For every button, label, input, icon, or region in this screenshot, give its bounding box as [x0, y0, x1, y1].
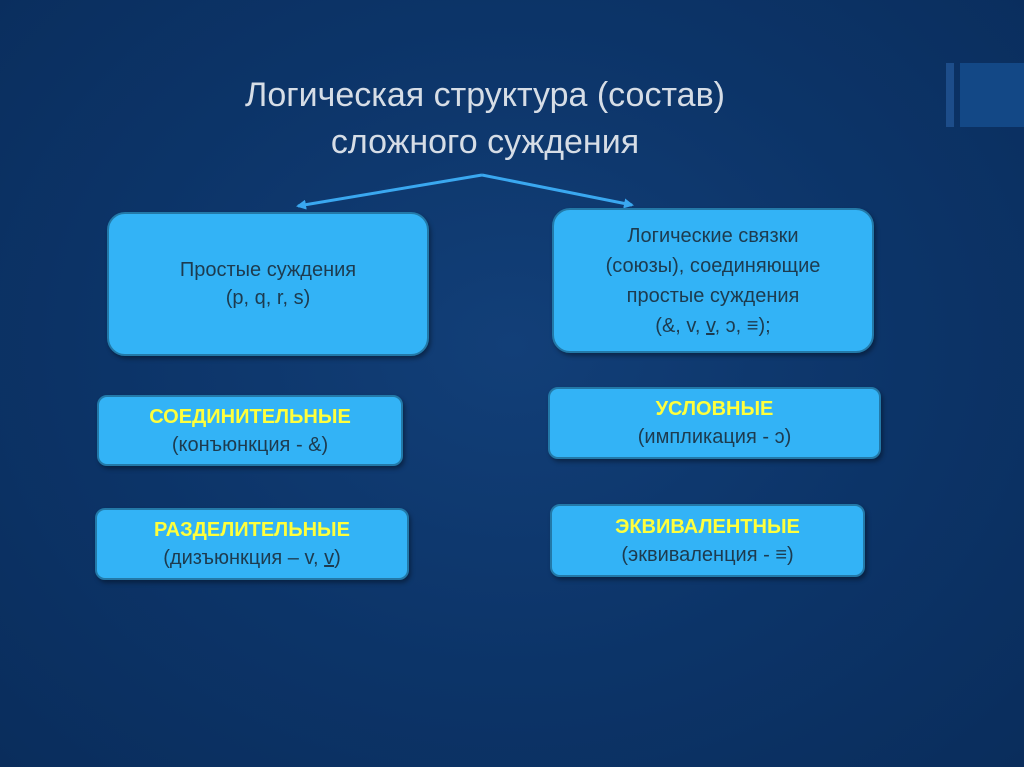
- logical-connectives-box: [552, 208, 874, 353]
- connectives-line-3: простые суждения: [626, 284, 800, 307]
- disjunction-sub-suffix: ): [334, 547, 341, 569]
- implication-box: [548, 387, 881, 459]
- connectives-line-1: Логические связки: [627, 224, 799, 247]
- equivalence-box: [550, 504, 865, 577]
- equivalence-subtitle: (эквиваленция - ≡): [621, 543, 794, 566]
- title-line-1: Логическая структура (состав): [245, 76, 725, 114]
- conjunction-heading: СОЕДИНИТЕЛЬНЫЕ: [149, 405, 351, 428]
- disjunction-heading: РАЗДЕЛИТЕЛЬНЫЕ: [154, 519, 350, 541]
- implication-heading: УСЛОВНЫЕ: [655, 398, 774, 420]
- equivalence-heading: ЭКВИВАЛЕНТНЫЕ: [615, 515, 800, 538]
- simple-judgments-label: Простые суждения: [179, 259, 357, 281]
- operators-prefix: (&, v,: [655, 314, 707, 337]
- simple-judgments-variables: (p, q, r, s): [225, 287, 311, 309]
- simple-judgments-box: [107, 212, 429, 356]
- disjunction-sub-prefix: (дизъюнкция – v,: [163, 547, 325, 569]
- disjunction-sub-underlined-v: v: [324, 547, 335, 569]
- disjunction-box: [95, 508, 409, 580]
- conjunction-box: [97, 395, 403, 466]
- operators-underlined-v: v: [706, 314, 715, 337]
- operators-suffix: , ɔ, ≡);: [714, 314, 771, 337]
- title-line-2: сложного суждения: [330, 123, 640, 161]
- connectives-operators: [655, 311, 770, 341]
- disjunction-subtitle: [163, 544, 341, 572]
- connectives-line-2: (союзы), соединяющие: [605, 254, 821, 277]
- conjunction-subtitle: (конъюнкция - &): [171, 433, 329, 456]
- arrow-left: [298, 175, 482, 206]
- implication-subtitle: (импликация - ɔ): [637, 426, 792, 448]
- arrow-right: [482, 175, 632, 205]
